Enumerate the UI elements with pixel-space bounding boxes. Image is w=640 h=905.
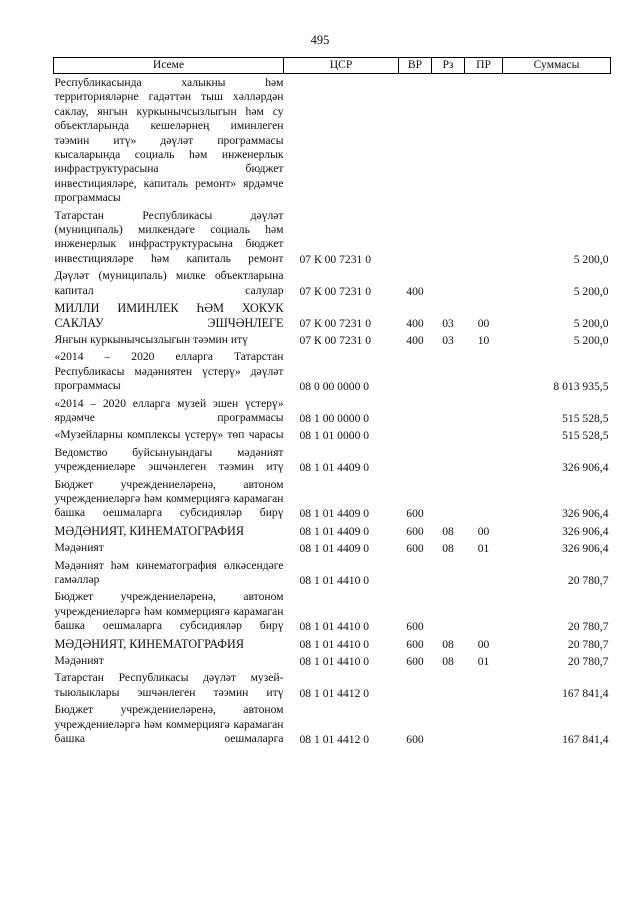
table-row <box>54 476 611 522</box>
row-sum: 515 528,5 <box>562 411 609 425</box>
row-vr <box>399 426 432 443</box>
row-name: «2014 – 2020 елларга музей эшен үстерү» ярдәмче программасы <box>54 396 284 424</box>
row-name: МӘДӘНИЯТ, КИНЕМАТОГРАФИЯ <box>54 523 244 538</box>
row-sum: 5 200,0 <box>573 284 609 298</box>
row-pr: 01 <box>477 542 490 556</box>
row-pr <box>465 395 503 427</box>
table-row <box>54 426 611 443</box>
header-pr: ПР <box>465 58 503 74</box>
row-rz <box>432 701 465 747</box>
table-row <box>54 669 611 701</box>
row-sum: 8 013 935,5 <box>553 380 609 394</box>
row-name: МИЛЛИ ИМИНЛЕК ҺӘМ ХОКУК САКЛАУ ЭШЧӘНЛЕГЕ <box>54 301 284 330</box>
row-rz <box>432 267 465 299</box>
row-csr: 08 0 00 0000 0 <box>299 380 370 394</box>
row-rz <box>432 74 465 207</box>
table-row <box>54 331 611 348</box>
row-vr: 600 <box>406 524 424 538</box>
table-row <box>54 74 611 207</box>
row-pr <box>465 267 503 299</box>
row-csr: 08 1 01 4412 0 <box>299 733 370 747</box>
row-rz <box>432 669 465 701</box>
row-pr: 00 <box>477 524 490 538</box>
row-csr: 07 К 00 7231 0 <box>299 316 371 330</box>
row-name: Республикасында халыкны һәм территорияләрне гадәттән тыш хәлләрдән саклау, янгын куркынычсызлыгын һәм су объектларында кешеләрнең иминлеген тәэмин итү» дәүләт программасы кысаларында социаль һәм инженерлык инфраструктурасына бюджет инвестицияләре, капиталь ремонт» ярдәмче программасы <box>54 76 284 205</box>
row-vr: 400 <box>406 316 424 330</box>
row-csr: 07 К 00 7231 0 <box>299 333 371 347</box>
table-row <box>54 557 611 589</box>
row-rz: 03 <box>442 316 454 330</box>
row-name: «2014 – 2020 елларга Татарстан Республикасы мәдәниятен үстерү» дәүләт программасы <box>54 350 284 393</box>
row-csr: 08 1 01 4410 0 <box>299 620 370 634</box>
row-csr: 08 1 01 4409 0 <box>299 542 370 556</box>
row-sum: 20 780,7 <box>567 637 609 651</box>
row-name: МӘДӘНИЯТ, КИНЕМАТОГРАФИЯ <box>54 636 244 651</box>
row-csr: 08 1 01 4412 0 <box>299 686 370 700</box>
row-sum: 326 906,4 <box>562 507 609 521</box>
row-csr <box>284 74 399 207</box>
row-pr: 01 <box>477 655 490 669</box>
row-vr: 400 <box>406 284 424 298</box>
row-vr <box>399 444 432 476</box>
table-header-row <box>54 58 611 74</box>
row-name: Мәдәният <box>54 541 104 555</box>
table-row <box>54 701 611 747</box>
row-rz <box>432 444 465 476</box>
row-csr: 07 К 00 7231 0 <box>299 252 371 266</box>
row-pr <box>465 476 503 522</box>
row-name: Татарстан Республикасы дәүләт (муниципаль) милкендәге социаль һәм инженерлык инфраструктурасына бюджет инвестицияләре һәм капиталь ремонт <box>54 208 284 265</box>
row-rz <box>432 588 465 634</box>
row-rz <box>432 557 465 589</box>
row-sum: 515 528,5 <box>562 429 609 443</box>
row-vr <box>399 207 432 268</box>
row-rz <box>432 207 465 268</box>
table-row <box>54 267 611 299</box>
row-name: Ведомство буйсынуындагы мәдәният учреждениеләре эшчәнлеген тәэмин итү <box>54 445 284 474</box>
row-pr <box>465 444 503 476</box>
row-pr <box>465 348 503 394</box>
header-rz: Рз <box>432 58 465 74</box>
row-pr <box>465 701 503 747</box>
row-csr: 08 1 01 4410 0 <box>299 574 370 587</box>
header-name: Исеме <box>54 58 284 74</box>
row-name: «Музейларны комплексы үстерү» төп чарасы <box>54 428 284 442</box>
budget-table <box>53 57 611 747</box>
row-name: Татарстан Республикасы дәүләт музей-тыюлыклары эшчәнлеген тәэмин итү <box>54 671 284 699</box>
row-csr: 08 1 01 4410 0 <box>299 637 370 651</box>
page-number: 495 <box>310 33 330 47</box>
row-sum: 20 780,7 <box>567 620 609 634</box>
row-sum: 20 780,7 <box>567 655 609 669</box>
row-rz: 08 <box>442 655 454 669</box>
row-sum: 167 841,4 <box>562 686 609 700</box>
row-csr: 08 1 01 0000 0 <box>299 429 370 443</box>
row-vr: 600 <box>406 733 424 747</box>
row-csr: 08 1 01 4409 0 <box>299 524 370 538</box>
row-vr <box>399 669 432 701</box>
row-rz <box>432 348 465 394</box>
row-sum: 5 200,0 <box>573 333 609 347</box>
row-pr <box>465 669 503 701</box>
row-sum: 5 200,0 <box>573 316 609 330</box>
row-name: Мәдәният <box>54 654 104 668</box>
row-vr: 600 <box>406 507 424 521</box>
row-csr: 08 1 01 4410 0 <box>299 655 370 669</box>
row-pr <box>465 426 503 443</box>
row-name: Бюджет учреждениеләренә, автоном учреждениеләргә һәм коммерциягә карамаган башка оешмаларга субсидияләр бирү <box>54 590 284 633</box>
row-name: Мәдәният һәм кинематография өлкәсендәге гамәлләр <box>54 558 284 586</box>
row-vr: 600 <box>406 637 424 651</box>
row-sum <box>503 74 611 207</box>
row-pr <box>465 588 503 634</box>
table-row <box>54 539 611 556</box>
row-vr <box>399 395 432 427</box>
table-row <box>54 395 611 427</box>
row-vr <box>399 557 432 589</box>
row-vr <box>399 74 432 207</box>
row-rz: 08 <box>442 542 454 556</box>
table-row <box>54 588 611 634</box>
row-sum: 5 200,0 <box>573 252 609 266</box>
table-row <box>54 444 611 476</box>
header-sum: Суммасы <box>503 58 611 74</box>
row-rz: 08 <box>442 524 454 538</box>
row-vr: 400 <box>406 333 424 347</box>
row-pr <box>465 74 503 207</box>
table-row <box>54 348 611 394</box>
row-sum: 167 841,4 <box>562 733 609 747</box>
table-row <box>54 207 611 268</box>
row-sum: 326 906,4 <box>562 542 609 556</box>
row-pr: 00 <box>477 316 490 330</box>
row-pr <box>465 207 503 268</box>
row-name: Дәүләт (муниципаль) милке объектларына капитал салулар <box>54 269 284 297</box>
table-row <box>54 652 611 669</box>
table-row <box>54 635 611 652</box>
row-rz <box>432 395 465 427</box>
row-vr <box>399 348 432 394</box>
row-pr <box>465 557 503 589</box>
row-rz: 08 <box>442 637 454 651</box>
row-rz <box>432 426 465 443</box>
row-sum: 326 906,4 <box>562 524 609 538</box>
row-pr: 10 <box>477 333 490 347</box>
row-vr: 600 <box>406 655 424 669</box>
row-vr: 600 <box>406 542 424 556</box>
header-vr: ВР <box>399 58 432 74</box>
row-csr: 08 1 00 0000 0 <box>299 411 370 425</box>
row-name: Янгын куркынычсызлыгын тәэмин итү <box>54 332 248 346</box>
row-name: Бюджет учреждениеләренә, автоном учреждениеләргә һәм коммерциягә карамаган башка оешмаларга <box>54 703 284 746</box>
row-csr: 08 1 01 4409 0 <box>299 461 370 475</box>
row-sum: 20 780,7 <box>567 574 609 587</box>
row-csr: 08 1 01 4409 0 <box>299 507 370 521</box>
row-rz <box>432 476 465 522</box>
row-vr: 600 <box>406 620 424 634</box>
table-row <box>54 299 611 331</box>
row-csr: 07 К 00 7231 0 <box>299 284 371 298</box>
row-pr: 00 <box>477 637 490 651</box>
row-sum: 326 906,4 <box>562 461 609 475</box>
row-name: Бюджет учреждениеләренә, автоном учреждениеләргә һәм коммерциягә карамаган башка оешмаларга субсидияләр бирү <box>54 477 284 520</box>
header-csr: ЦСР <box>284 58 399 74</box>
row-rz: 03 <box>442 333 454 347</box>
table-row <box>54 522 611 539</box>
